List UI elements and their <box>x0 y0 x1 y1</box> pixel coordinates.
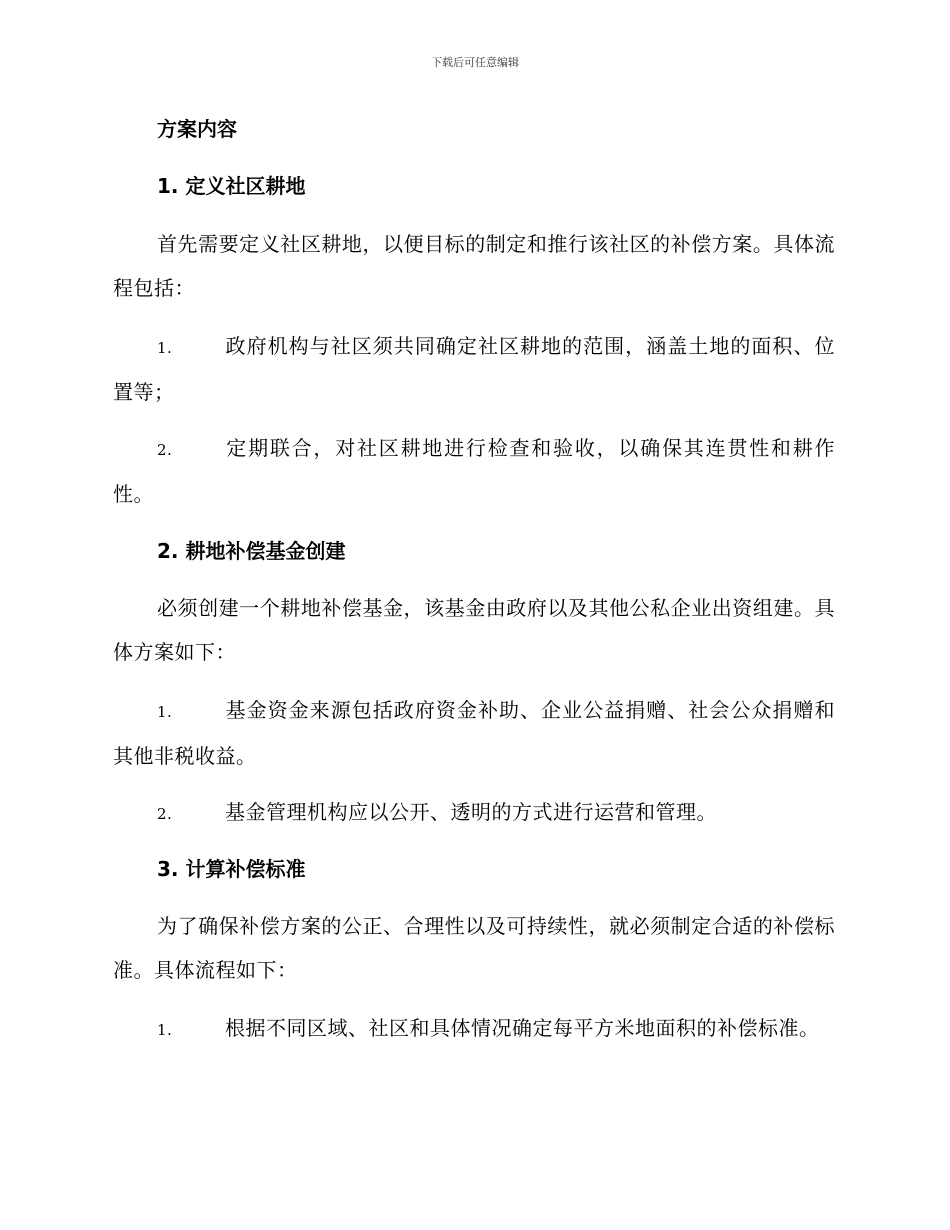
section-intro: 为了确保补偿方案的公正、合理性以及可持续性，就必须制定合适的补偿标准。具体流程如下： <box>113 914 835 982</box>
section-intro: 首先需要定义社区耕地，以便目标的制定和推行该社区的补偿方案。具体流程包括： <box>113 232 835 300</box>
section-heading: 3. 计算补偿标准 <box>157 857 306 881</box>
section-1-item-2 <box>113 426 835 516</box>
section-1 <box>113 171 835 201</box>
section-heading: 2. 耕地补偿基金创建 <box>157 539 346 563</box>
list-item-text: 基金管理机构应以公开、透明的方式进行运营和管理。 <box>225 800 717 824</box>
list-number: 1. <box>157 703 173 721</box>
section-heading: 1. 定义社区耕地 <box>157 174 306 198</box>
list-number: 2. <box>157 441 173 459</box>
section-3 <box>113 854 835 884</box>
document-title: 方案内容 <box>157 117 237 141</box>
section-2-item-2 <box>113 790 835 836</box>
list-item <box>113 790 835 836</box>
section-2-item-1 <box>113 688 835 778</box>
page-header: 下载后可任意编辑 <box>431 56 519 69</box>
list-number: 2. <box>157 805 173 823</box>
list-item <box>113 1006 835 1052</box>
section-intro: 必须创建一个耕地补偿基金，该基金由政府以及其他公私企业出资组建。具体方案如下： <box>113 596 835 664</box>
list-item <box>113 324 835 414</box>
list-number: 1. <box>157 339 173 357</box>
section-3-item-1 <box>113 1006 835 1052</box>
list-item <box>113 426 835 516</box>
list-item-text: 根据不同区域、社区和具体情况确定每平方米地面积的补偿标准。 <box>225 1016 820 1040</box>
list-item-text: 基金资金来源包括政府资金补助、企业公益捐赠、社会公众捐赠和其他非税收益。 <box>113 698 835 768</box>
section-1-item-1 <box>113 324 835 414</box>
list-item <box>113 688 835 778</box>
section-3-intro-block <box>113 904 835 992</box>
document-title-block <box>113 114 835 144</box>
section-2 <box>113 536 835 566</box>
list-item-text: 政府机构与社区须共同确定社区耕地的范围，涵盖土地的面积、位置等； <box>113 334 835 404</box>
list-item-text: 定期联合，对社区耕地进行检查和验收，以确保其连贯性和耕作性。 <box>113 436 835 506</box>
section-1-intro-block <box>113 222 835 310</box>
list-number: 1. <box>157 1021 173 1039</box>
section-2-intro-block <box>113 586 835 674</box>
